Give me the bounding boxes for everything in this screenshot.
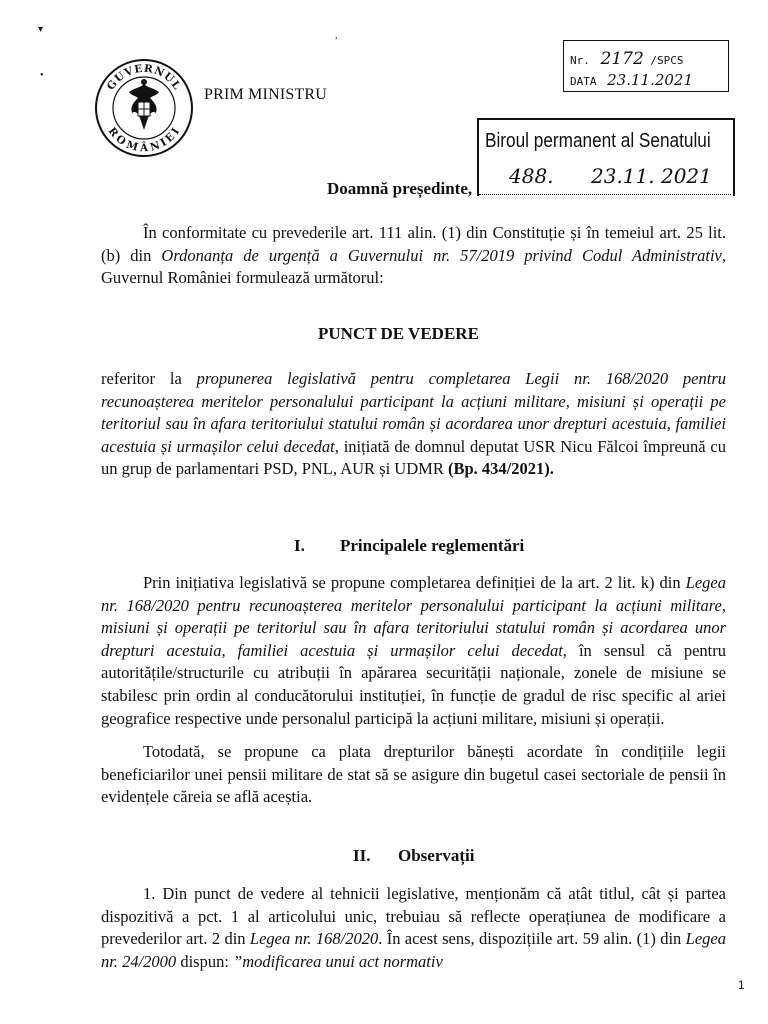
- scan-mark: ,: [335, 30, 338, 41]
- intro-paragraph: [101, 222, 726, 290]
- s2p1-text-1: 1. Din punct de vedere al tehnicii legislative, menționăm că atât titlul, cât și partea dispozitivă a pct. 1 al articolului unic, trebuiau să reflecte operațiunea de modificare a prevederilor art. 2 din: [101, 884, 726, 949]
- s2p1-law-ref-2: Legea nr. 24/2000: [101, 929, 726, 971]
- s2p1-text-3: dispun:: [176, 951, 234, 971]
- office-title: PRIM MINISTRU: [204, 86, 328, 103]
- seal-text-top: GUVERNUL: [104, 62, 184, 93]
- registration-stamp: [563, 40, 729, 92]
- stamp-date-label: DATA: [570, 75, 597, 88]
- reference-text-2: , inițiată de domnul deputat USR Nicu Fălcoi împreună cu un grup de parlamentari PSD, PNL, AUR și UDMR: [101, 436, 726, 479]
- s1p1-text-1: Prin inițiativa legislativă se propune completarea definiției de la art. 2 lit. k) din: [143, 573, 686, 592]
- section-2-paragraph-1: [101, 883, 726, 973]
- section-1-paragraph-1: [101, 572, 726, 730]
- s2p1-text-2: . În acest sens, dispozițiile art. 59 alin. (1) din: [378, 929, 686, 949]
- reference-paragraph: [101, 368, 726, 481]
- seal-text-bottom: ROMÂNIEI: [105, 125, 183, 155]
- section-2-number: II.: [353, 846, 371, 865]
- s1p1-law-title: Legea nr. 168/2020 pentru recunoașterea meritelor personalului participant la acțiuni militare, misiuni și operații pe teritoriul sau în afara teritoriului statului român și acordarea unor drepturi acestuia, familiei acestuia și urmașilor celui decedat: [101, 573, 726, 660]
- section-2-title: Observații: [398, 846, 475, 865]
- government-seal-icon: [94, 58, 194, 158]
- reference-text-1: referitor la: [101, 369, 197, 388]
- greeting: Doamnă președinte,: [327, 179, 473, 198]
- s2p1-quote: ”modificarea unui act normativ: [233, 951, 443, 971]
- senate-stamp-name: Biroul permanent al Senatului: [485, 130, 711, 152]
- section-1-paragraph-2: Totodată, se propune ca plata drepturilor bănești acordate în condițiile legii beneficiarilor unei pensii militare de stat să se asigure din bugetul casei sectoriale de pensii în evidențele căreia se află aceștia.: [101, 742, 726, 807]
- senate-stamp: [477, 118, 735, 196]
- senate-stamp-number: 488.: [509, 164, 554, 188]
- scan-mark: •: [40, 70, 44, 81]
- section-1-title: Principalele reglementări: [340, 536, 525, 555]
- senate-stamp-date: 23.11. 2021: [591, 164, 712, 188]
- section-1-number: I.: [294, 536, 305, 555]
- reference-proposal-title: propunerea legislativă pentru completarea Legii nr. 168/2020 pentru recunoașterea meritelor personalului participant la acțiuni militare, misiuni și operații pe teritoriul sau în afara teritoriului statului român și acordarea unor drepturi acestuia, familiei acestuia și urmașilor celui decedat: [101, 369, 726, 456]
- page-number: 1: [738, 978, 745, 992]
- stamp-nr-value: 2172: [600, 49, 644, 69]
- s2p1-law-ref-1: Legea nr. 168/2020: [249, 929, 379, 949]
- intro-law-reference: Ordonanța de urgență a Guvernului nr. 57/2019 privind Codul Administrativ: [161, 245, 722, 265]
- intro-text-2: , Guvernul României formulează următorul:: [101, 245, 726, 288]
- s1p1-text-2: , în sensul că pentru autoritățile/structurile cu atribuții în apărarea securității naționale, zonele de misiune se stabilesc prin ordin al conducătorului instituției, în funcție de gradul de risc specific al ariei geografice respective unde personalul participă la acțiuni militare, misiuni și operații.: [101, 640, 726, 728]
- document-title: PUNCT DE VEDERE: [318, 324, 479, 343]
- scan-mark: ▾: [38, 24, 44, 35]
- stamp-nr-suffix: /SPCS: [650, 54, 684, 67]
- stamp-date-value: 23.11.2021: [607, 71, 694, 89]
- stamp-nr-label: Nr.: [570, 54, 590, 67]
- reference-bp-number: (Bp. 434/2021).: [447, 459, 554, 479]
- intro-text-1: În conformitate cu prevederile art. 111 alin. (1) din Constituție și în temeiul art. 25 lit. (b) din: [101, 223, 726, 265]
